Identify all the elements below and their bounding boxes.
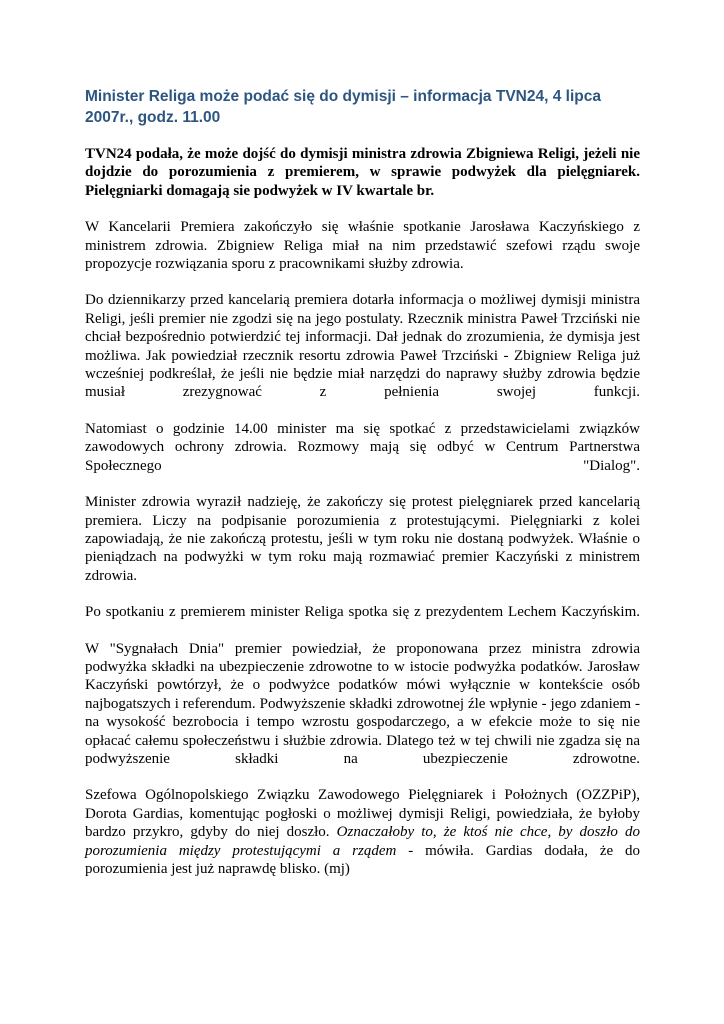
paragraph-spotkanie-prezydent: Po spotkaniu z premierem minister Religa spotka się z prezydentem Lechem Kaczyńskim. xyxy=(85,604,640,621)
paragraph-dziennikarze-dymisja: Do dziennikarzy przed kancelarią premiera dotarła informacja o możliwej dymisji ministra Religi, jeśli premier nie zgodzi się na jego postulaty. Rzecznik ministra Paweł Trzciński nie chciał bezpośrednio potwierdzić tej informacji. Dał jednak do zrozumienia, że dymisja jest możliwa. Jak powiedział rzecznik resortu zdrowia Paweł Trzciński - Zbigniew Religa już wcześniej podkreślał, że jeśli nie będzie miał narzędzi do naprawy służby zdrowia będzie musiał zrezygnować z pełnienia swojej funkcji. xyxy=(85,292,640,401)
lead-paragraph: TVN24 podała, że może dojść do dymisji ministra zdrowia Zbigniewa Religi, jeżeli nie dojdzie do porozumienia z premierem, w sprawie podwyżek dla pielęgniarek. Pielęgniarki domagają sie podwyżek w IV kwartale br. xyxy=(85,146,640,199)
paragraph-protest-pielegniarek: Minister zdrowia wyraził nadzieję, że zakończy się protest pielęgniarek przed kancelarią premiera. Liczy na podpisanie porozumienia z protestującymi. Pielęgniarki z kolei zapowiadają, że nie zakończą protestu, jeśli w tym roku nie dostaną podwyżek. Właśnie o pieniądzach na podwyżki w tym roku mają rozmawiać premier Kaczyński z ministrem zdrowia. xyxy=(85,494,640,584)
article-title: Minister Religa może podać się do dymisji – informacja TVN24, 4 lipca 2007r., godz. 11.00 xyxy=(85,88,601,126)
final-paragraph-intro: Szefowa Ogólnopolskiego Związku Zawodowego Pielęgniarek i Położnych (OZZPiP), Dorota Gardias, komentując pogłoski o możliwej dymisji Religi, powiedziała, że byłoby bardzo przykro, gdyby do niej doszło. xyxy=(85,787,640,841)
paragraph-spotkanie-zwiazki: Natomiast o godzinie 14.00 minister ma się spotkać z przedstawicielami związków zawodowych ochrony zdrowia. Rozmowy mają się odbyć w Centrum Partnerstwa Społecznego "Dialog". xyxy=(85,420,640,474)
final-paragraph-italic-quote: Oznaczałoby to, że ktoś nie chce, by doszło do porozumienia między protestującymi a rządem xyxy=(85,824,640,859)
final-paragraph-outro: - mówiła. Gardias dodała, że do porozumienia jest już naprawdę blisko. (mj) xyxy=(85,842,640,877)
paragraph-kancelaria-premiera: W Kancelarii Premiera zakończyło się właśnie spotkanie Jarosława Kaczyńskiego z ministrem zdrowia. Zbigniew Religa miał na nim przedstawić szefowi rządu swoje propozycje rozwiązania sporu z pracownikami służby zdrowia. xyxy=(85,219,640,273)
paragraph-sygnaly-dnia: W "Sygnałach Dnia" premier powiedział, że proponowana przez ministra zdrowia podwyżka składki na ubezpieczenie zdrowotne to w istocie podwyżka podatków. Jarosław Kaczyński powtórzył, że o podwyżce podatków mówi wyłącznie w kontekście osób najbogatszych i referendum. Podwyższenie składki zdrowotnej źle wpłynie - jego zdaniem - na wysokość bezrobocia i tempo wzrostu gospodarczego, a w efekcie może to się nie opłacać całemu społeczeństwu i służbie zdrowia. Dlatego też w tej chwili nie zgadza się na podwyższenie składki na ubezpieczenie zdrowotne. xyxy=(85,640,640,767)
final-paragraph xyxy=(85,786,640,878)
